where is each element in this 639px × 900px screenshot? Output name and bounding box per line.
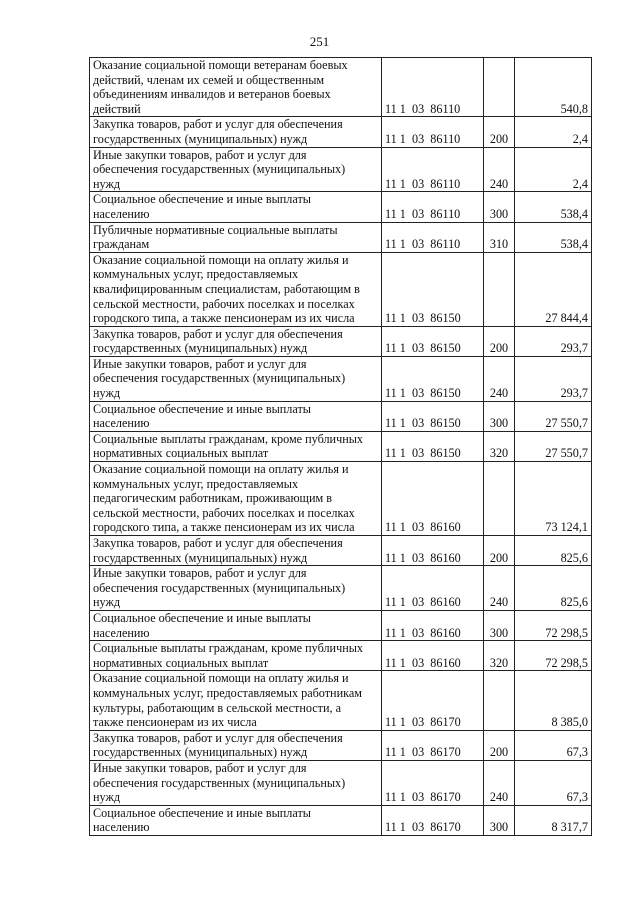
- expense-name-cell: [90, 252, 382, 326]
- table-row: [90, 326, 592, 356]
- expense-name-line: нужд: [93, 176, 121, 191]
- expense-name-line: нормативных социальных выплат: [93, 655, 269, 670]
- expense-name-cell: [90, 805, 382, 835]
- expense-name-line: Закупка товаров, работ и услуг для обеспечения: [93, 326, 343, 341]
- expense-type-code-cell: 200: [484, 730, 515, 760]
- amount-cell: 540,8: [515, 58, 592, 117]
- table-row: [90, 192, 592, 222]
- table-row: [90, 671, 592, 730]
- expense-name-line: Социальные выплаты гражданам, кроме публичных: [93, 431, 363, 446]
- table-row: [90, 730, 592, 760]
- expense-type-code-cell: 300: [484, 192, 515, 222]
- expense-name-line: Социальное обеспечение и иные выплаты: [93, 805, 311, 820]
- table-row: [90, 252, 592, 326]
- amount-cell: 72 298,5: [515, 610, 592, 640]
- expense-name-line: также пенсионерам из их числа: [93, 715, 257, 730]
- expense-type-code-cell: [484, 671, 515, 730]
- classification-code-cell: 11 1 03 86160: [382, 566, 484, 611]
- table-row: [90, 805, 592, 835]
- expense-name-line: Закупка товаров, работ и услуг для обеспечения: [93, 117, 343, 132]
- expense-type-code-cell: [484, 58, 515, 117]
- amount-cell: 538,4: [515, 222, 592, 252]
- expense-name-cell: [90, 117, 382, 147]
- expense-name-line: населению: [93, 820, 150, 835]
- expense-name-cell: [90, 641, 382, 671]
- amount-cell: 2,4: [515, 147, 592, 192]
- expense-name-line: Социальное обеспечение и иные выплаты: [93, 610, 311, 625]
- expense-name-line: Оказание социальной помощи на оплату жилья и: [93, 252, 349, 267]
- amount-cell: 293,7: [515, 326, 592, 356]
- expense-name-line: государственных (муниципальных) нужд: [93, 341, 308, 356]
- expense-type-code-cell: 320: [484, 431, 515, 461]
- amount-cell: 67,3: [515, 730, 592, 760]
- amount-cell: 67,3: [515, 760, 592, 805]
- expense-type-code-cell: [484, 462, 515, 536]
- expense-name-line: обеспечения государственных (муниципальных): [93, 775, 346, 790]
- classification-code-cell: 11 1 03 86150: [382, 252, 484, 326]
- expense-type-code-cell: 240: [484, 147, 515, 192]
- expense-name-cell: [90, 610, 382, 640]
- expense-name-cell: [90, 326, 382, 356]
- classification-code-cell: 11 1 03 86170: [382, 760, 484, 805]
- expense-type-code-cell: 240: [484, 566, 515, 611]
- expense-name-line: действий, членам их семей и общественным: [93, 72, 325, 87]
- expense-name-line: Социальные выплаты гражданам, кроме публичных: [93, 641, 363, 656]
- expense-name-line: Иные закупки товаров, работ и услуг для: [93, 566, 307, 581]
- expense-name-line: населению: [93, 416, 150, 431]
- amount-cell: 825,6: [515, 536, 592, 566]
- table-row: [90, 222, 592, 252]
- classification-code-cell: 11 1 03 86160: [382, 536, 484, 566]
- table-row: [90, 641, 592, 671]
- table-row: [90, 536, 592, 566]
- classification-code-cell: 11 1 03 86160: [382, 610, 484, 640]
- expense-type-code-cell: [484, 252, 515, 326]
- expense-type-code-cell: 320: [484, 641, 515, 671]
- classification-code-cell: 11 1 03 86110: [382, 147, 484, 192]
- expense-name-line: культуры, работающим в сельской местности, а: [93, 700, 342, 715]
- expense-name-line: Социальное обеспечение и иные выплаты: [93, 401, 311, 416]
- budget-table: [89, 57, 592, 836]
- table-row: [90, 147, 592, 192]
- expense-name-line: Оказание социальной помощи на оплату жилья и: [93, 462, 349, 477]
- expense-name-line: Иные закупки товаров, работ и услуг для: [93, 760, 307, 775]
- amount-cell: 72 298,5: [515, 641, 592, 671]
- classification-code-cell: 11 1 03 86150: [382, 326, 484, 356]
- expense-name-line: коммунальных услуг, предоставляемых: [93, 476, 299, 491]
- expense-name-line: городского типа, а также пенсионерам из их числа: [93, 520, 355, 535]
- expense-name-cell: [90, 192, 382, 222]
- expense-type-code-cell: 310: [484, 222, 515, 252]
- amount-cell: 8 385,0: [515, 671, 592, 730]
- table-row: [90, 566, 592, 611]
- expense-name-line: педагогическим работникам, проживающим в: [93, 491, 332, 506]
- amount-cell: 2,4: [515, 117, 592, 147]
- expense-name-line: коммунальных услуг, предоставляемых: [93, 267, 299, 282]
- expense-name-line: Закупка товаров, работ и услуг для обеспечения: [93, 730, 343, 745]
- expense-name-cell: [90, 356, 382, 401]
- page-number: 251: [309, 34, 330, 49]
- expense-name-cell: [90, 566, 382, 611]
- expense-name-cell: [90, 147, 382, 192]
- classification-code-cell: 11 1 03 86110: [382, 58, 484, 117]
- amount-cell: 27 844,4: [515, 252, 592, 326]
- table-row: [90, 117, 592, 147]
- table-row: [90, 462, 592, 536]
- expense-name-line: Иные закупки товаров, работ и услуг для: [93, 356, 307, 371]
- expense-name-line: Публичные нормативные социальные выплаты: [93, 222, 338, 237]
- expense-name-line: государственных (муниципальных) нужд: [93, 550, 308, 565]
- expense-name-line: обеспечения государственных (муниципальных): [93, 371, 346, 386]
- expense-name-cell: [90, 58, 382, 117]
- classification-code-cell: 11 1 03 86170: [382, 730, 484, 760]
- expense-name-cell: [90, 431, 382, 461]
- expense-name-cell: [90, 671, 382, 730]
- expense-name-line: действий: [93, 101, 141, 116]
- expense-type-code-cell: 240: [484, 760, 515, 805]
- amount-cell: 27 550,7: [515, 431, 592, 461]
- amount-cell: 8 317,7: [515, 805, 592, 835]
- expense-name-line: Иные закупки товаров, работ и услуг для: [93, 147, 307, 162]
- expense-name-line: нужд: [93, 790, 121, 805]
- expense-name-cell: [90, 536, 382, 566]
- expense-type-code-cell: 300: [484, 805, 515, 835]
- expense-type-code-cell: 300: [484, 401, 515, 431]
- budget-table-body: [90, 58, 592, 836]
- classification-code-cell: 11 1 03 86110: [382, 222, 484, 252]
- classification-code-cell: 11 1 03 86150: [382, 431, 484, 461]
- expense-type-code-cell: 240: [484, 356, 515, 401]
- table-row: [90, 760, 592, 805]
- amount-cell: 27 550,7: [515, 401, 592, 431]
- expense-name-line: населению: [93, 625, 150, 640]
- table-row: [90, 431, 592, 461]
- amount-cell: 538,4: [515, 192, 592, 222]
- expense-name-line: населению: [93, 206, 150, 221]
- table-row: [90, 610, 592, 640]
- expense-name-cell: [90, 222, 382, 252]
- expense-type-code-cell: 300: [484, 610, 515, 640]
- expense-name-line: городского типа, а также пенсионерам из их числа: [93, 311, 355, 326]
- expense-name-cell: [90, 401, 382, 431]
- expense-name-line: квалифицированным специалистам, работающим в: [93, 281, 360, 296]
- expense-name-line: государственных (муниципальных) нужд: [93, 131, 308, 146]
- classification-code-cell: 11 1 03 86160: [382, 462, 484, 536]
- expense-name-line: Социальное обеспечение и иные выплаты: [93, 192, 311, 207]
- amount-cell: 293,7: [515, 356, 592, 401]
- expense-name-line: нормативных социальных выплат: [93, 446, 269, 461]
- classification-code-cell: 11 1 03 86150: [382, 401, 484, 431]
- classification-code-cell: 11 1 03 86170: [382, 671, 484, 730]
- table-row: [90, 401, 592, 431]
- classification-code-cell: 11 1 03 86160: [382, 641, 484, 671]
- expense-type-code-cell: 200: [484, 326, 515, 356]
- expense-name-line: нужд: [93, 595, 121, 610]
- classification-code-cell: 11 1 03 86110: [382, 192, 484, 222]
- expense-name-line: коммунальных услуг, предоставляемых работникам: [93, 685, 362, 700]
- table-row: [90, 58, 592, 117]
- classification-code-cell: 11 1 03 86150: [382, 356, 484, 401]
- expense-name-line: государственных (муниципальных) нужд: [93, 745, 308, 760]
- expense-name-line: объединениям инвалидов и ветеранов боевых: [93, 87, 331, 102]
- expense-name-line: обеспечения государственных (муниципальных): [93, 580, 346, 595]
- expense-name-line: гражданам: [93, 237, 150, 252]
- expense-type-code-cell: 200: [484, 117, 515, 147]
- expense-name-cell: [90, 760, 382, 805]
- expense-name-line: Оказание социальной помощи ветеранам боевых: [93, 58, 348, 72]
- amount-cell: 73 124,1: [515, 462, 592, 536]
- expense-name-line: сельской местности, рабочих поселках и поселках: [93, 296, 355, 311]
- expense-name-cell: [90, 462, 382, 536]
- table-row: [90, 356, 592, 401]
- expense-type-code-cell: 200: [484, 536, 515, 566]
- classification-code-cell: 11 1 03 86170: [382, 805, 484, 835]
- expense-name-line: Оказание социальной помощи на оплату жилья и: [93, 671, 349, 686]
- expense-name-line: обеспечения государственных (муниципальных): [93, 162, 346, 177]
- expense-name-cell: [90, 730, 382, 760]
- expense-name-line: сельской местности, рабочих поселках и поселках: [93, 505, 355, 520]
- expense-name-line: Закупка товаров, работ и услуг для обеспечения: [93, 536, 343, 550]
- amount-cell: 825,6: [515, 566, 592, 611]
- classification-code-cell: 11 1 03 86110: [382, 117, 484, 147]
- expense-name-line: нужд: [93, 386, 121, 401]
